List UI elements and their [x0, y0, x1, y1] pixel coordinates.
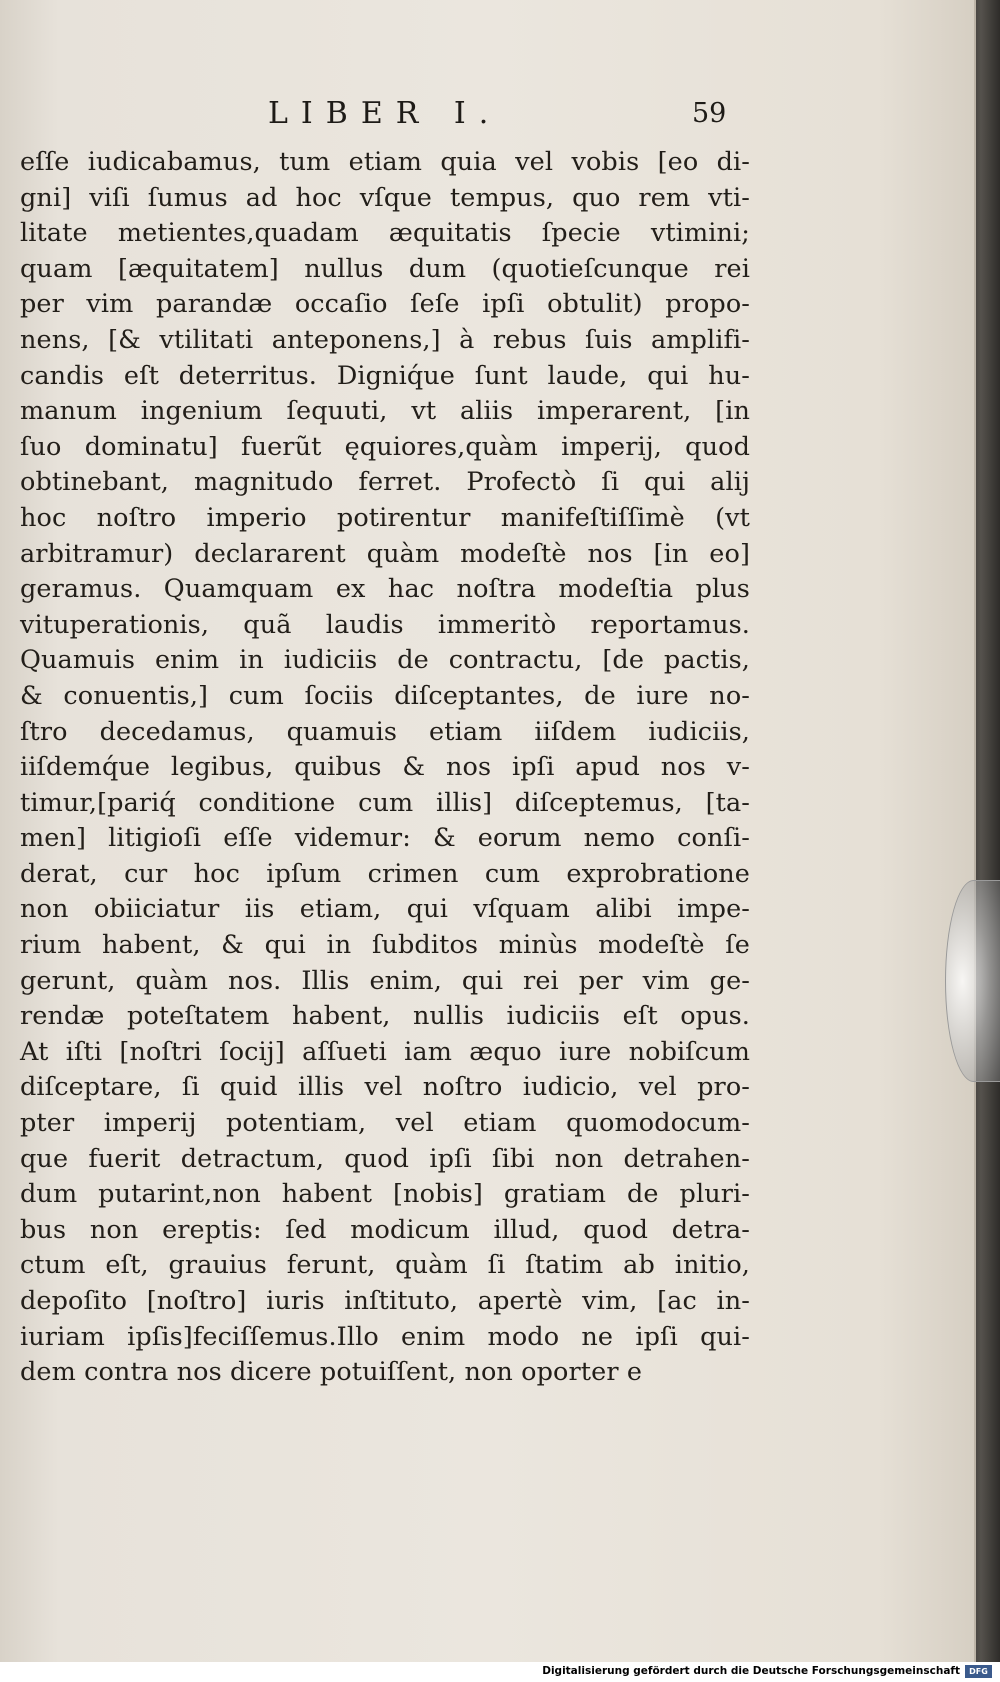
- text-line: timur,[pariq́ conditione cum illis] diſceptemus, [ta-: [20, 787, 750, 818]
- text-line: manum ingenium ſequuti, vt aliis imperarent, [in: [20, 396, 750, 427]
- text-line: dem contra nos dicere potuiſſent, non oporter e: [20, 1357, 643, 1388]
- text-line: derat, cur hoc ipſum crimen cum exprobratione: [20, 858, 750, 889]
- text-line: ſuo dominatu] fuerũt ęquiores,quàm imperij, quod: [20, 431, 750, 462]
- running-head: LIBER I.: [268, 96, 502, 131]
- page-number: 59: [692, 98, 727, 129]
- text-line: At iſti [noſtri ſocij] aſſueti iam æquo iure nobiſcum: [20, 1036, 750, 1067]
- text-line: Quamuis enim in iudiciis de contractu, [de pactis,: [20, 645, 750, 676]
- text-line: vituperationis, quã laudis immeritò reportamus.: [20, 609, 750, 640]
- text-line: rendæ poteſtatem habent, nullis iudiciis eſt opus.: [20, 1001, 750, 1032]
- text-line: bus non ereptis: ſed modicum illud, quod detra-: [20, 1214, 750, 1245]
- text-line: depoſito [noſtro] iuris inſtituto, apertè vim, [ac in-: [20, 1286, 750, 1316]
- text-line: hoc noſtro imperio potirentur manifeſtiſſimè (vt: [20, 502, 750, 533]
- text-line: iiſdemq́ue legibus, quibus & nos ipſi apud nos v-: [20, 752, 750, 783]
- text-line: litate metientes,quadam æquitatis ſpecie vtimini;: [20, 218, 750, 249]
- text-line: obtinebant, magnitudo ferret. Profectò ſi qui alij: [20, 467, 750, 498]
- text-line: iuriam ipſis]feciſſemus.Illo enim modo ne ipſi qui-: [20, 1321, 750, 1352]
- text-line: gerunt, quàm nos. Illis enim, qui rei per vim ge-: [20, 965, 750, 996]
- text-line: & conuentis,] cum ſociis diſceptantes, de iure no-: [20, 680, 750, 711]
- text-line: candis eſt deterritus. Digniq́ue ſunt laude, qui hu-: [20, 360, 750, 391]
- text-line: que fuerit detractum, quod ipſi ſibi non detrahen-: [20, 1143, 750, 1174]
- text-line: men] litigioſi eſſe videmur: & eorum nemo conſi-: [20, 823, 750, 854]
- body-text: [20, 145, 750, 1391]
- text-line: gni] viſi ſumus ad hoc vſque tempus, quo rem vti-: [20, 182, 750, 213]
- text-line: arbitramur) declararent quàm modeſtè nos [in eo]: [20, 538, 750, 569]
- text-line: dum putarint,non habent [nobis] gratiam de pluri-: [20, 1179, 750, 1210]
- text-line: nens, [& vtilitati anteponens,] à rebus ſuis amplifi-: [20, 324, 750, 355]
- page-header: [0, 96, 976, 136]
- text-line: non obiiciatur iis etiam, qui vſquam alibi impe-: [20, 894, 750, 925]
- text-line: pter imperij potentiam, vel etiam quomodocum-: [20, 1108, 750, 1139]
- text-line: ſtro decedamus, quamuis etiam iiſdem iudiciis,: [20, 716, 750, 747]
- text-line: eſſe iudicabamus, tum etiam quia vel vobis [eo di-: [20, 147, 750, 177]
- page-clip: [945, 880, 1000, 1082]
- text-line: ctum eſt, grauius ferunt, quàm ſi ſtatim ab initio,: [20, 1250, 750, 1281]
- text-line: diſceptare, ſi quid illis vel noſtro iudicio, vel pro-: [20, 1072, 750, 1103]
- dfg-logo: DFG: [965, 1665, 992, 1678]
- funding-credit: Digitalisierung gefördert durch die Deutsche Forschungsgemeinschaft: [542, 1665, 960, 1677]
- text-line: quam [æquitatem] nullus dum (quotieſcunque rei: [20, 253, 750, 284]
- text-line: rium habent, & qui in ſubditos minùs modeſtè ſe: [20, 930, 750, 961]
- text-line: geramus. Quamquam ex hac noſtra modeſtia plus: [20, 574, 750, 605]
- digitization-footer: [0, 1662, 1000, 1682]
- text-line: per vim parandæ occaſio ſeſe ipſi obtulit) propo-: [20, 289, 750, 320]
